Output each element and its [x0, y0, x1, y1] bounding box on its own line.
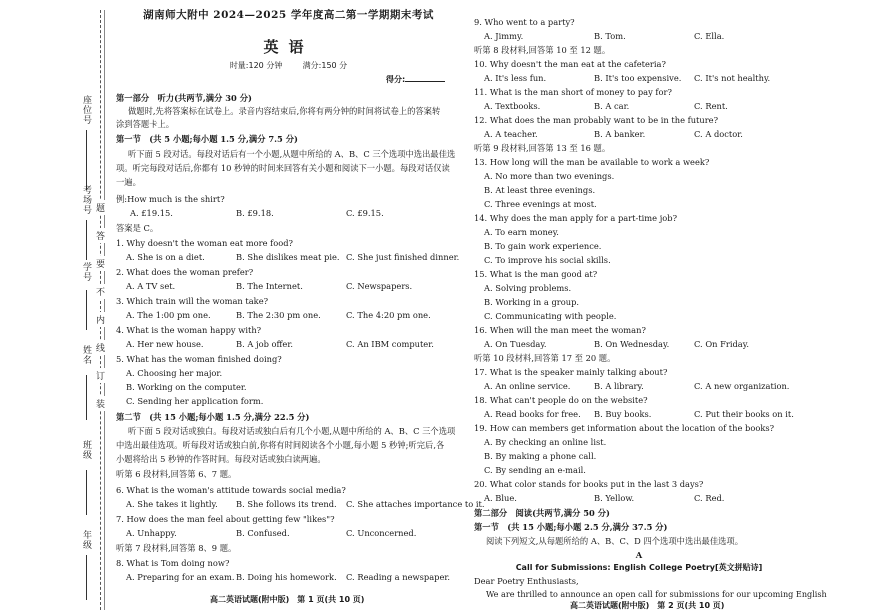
option-c[interactable]: C. Ella.	[694, 31, 725, 41]
option-a[interactable]: A. No more than two evenings.	[484, 171, 615, 181]
binding-solid-line	[104, 10, 105, 610]
passage-greeting: Dear Poetry Enthusiasts,	[474, 576, 579, 586]
question-5: 5. What has the woman finished doing?	[116, 354, 282, 364]
option-c[interactable]: C. It's not healthy.	[694, 73, 771, 83]
option-a[interactable]: A. Choosing her major.	[126, 368, 223, 378]
warn-char: 内	[96, 312, 105, 327]
section1-intro: 项。听完每段对话后,你都有 10 秒钟的时间来回答有关小题和阅读下一小题。每段对话仅读	[116, 163, 450, 173]
question-8: 8. What is Tom doing now?	[116, 558, 230, 568]
page-2-footer: 高二英语试题(附中版) 第 2 页(共 10 页)	[570, 601, 725, 610]
question-14: 14. Why does the man apply for a part-time job?	[474, 213, 678, 223]
question-15: 15. What is the man good at?	[474, 269, 598, 279]
full-score: 满分:150 分	[302, 61, 348, 70]
seat-label: 座位号	[81, 95, 91, 125]
question-2: 2. What does the woman prefer?	[116, 267, 254, 277]
student-no-field[interactable]	[86, 290, 87, 330]
question-4: 4. What is the woman happy with?	[116, 325, 262, 335]
option-b[interactable]: B. The 2:30 pm one.	[236, 310, 321, 320]
material-instruction: 听第 10 段材料,回答第 17 至 20 题。	[474, 353, 616, 363]
question-11: 11. What is the man short of money to pay for?	[474, 87, 672, 97]
option-a[interactable]: A. She is on a diet.	[126, 252, 205, 262]
question-16: 16. When will the man meet the woman?	[474, 325, 646, 335]
option-a[interactable]: A. The 1:00 pm one.	[126, 310, 211, 320]
question-3: 3. Which train will the woman take?	[116, 296, 269, 306]
section1-intro: 一遍。	[116, 177, 141, 187]
option-a[interactable]: A. Jimmy.	[484, 31, 524, 41]
binding-margin	[0, 0, 110, 615]
option-b[interactable]: B. Doing his homework.	[236, 572, 337, 582]
option-a[interactable]: A. By checking an online list.	[484, 437, 607, 447]
option-b[interactable]: B. By making a phone call.	[484, 451, 597, 461]
option-c[interactable]: C. Reading a newspaper.	[346, 572, 451, 582]
passage-letter: A	[635, 550, 643, 560]
page-1-footer: 高二英语试题(附中版) 第 1 页(共 10 页)	[210, 595, 365, 604]
option-a[interactable]: A. Solving problems.	[484, 283, 572, 293]
option-a[interactable]: A. £19.15.	[130, 208, 173, 218]
option-c[interactable]: C. Newspapers.	[346, 281, 413, 291]
question-9: 9. Who went to a party?	[474, 17, 575, 27]
name-field[interactable]	[86, 375, 87, 420]
option-a[interactable]: A. Read books for free.	[484, 409, 581, 419]
warn-char: 要	[96, 256, 105, 271]
section2-title: 第二节 (共 15 小题;每小题 1.5 分,满分 22.5 分)	[116, 412, 310, 422]
option-b[interactable]: B. Yellow.	[594, 493, 635, 503]
option-b[interactable]: B. On Wednesday.	[594, 339, 670, 349]
option-b[interactable]: B. The Internet.	[236, 281, 303, 291]
question-18: 18. What can't people do on the website?	[474, 395, 648, 405]
option-a[interactable]: A. Blue.	[484, 493, 517, 503]
option-b[interactable]: B. At least three evenings.	[484, 185, 596, 195]
question-17: 17. What is the speaker mainly talking about?	[474, 367, 668, 377]
part1-intro: 涂到答题卡上。	[116, 119, 175, 129]
grade-field[interactable]	[86, 555, 87, 600]
part1-intro: 做题时,先将答案标在试卷上。录音内容结束后,你将有两分钟的时间将试卷上的答案转	[128, 106, 441, 116]
score-label: 得分:	[386, 75, 406, 84]
part2-title: 第二部分 阅读(共两节,满分 50 分)	[474, 508, 610, 518]
option-c[interactable]: C. Red.	[694, 493, 725, 503]
warn-char: 线	[96, 340, 105, 355]
question-20: 20. What color stands for books put in the last 3 days?	[474, 479, 704, 489]
material-instruction: 听第 7 段材料,回答第 8、9 题。	[116, 543, 237, 553]
option-a[interactable]: A. Unhappy.	[126, 528, 177, 538]
name-label: 姓名	[81, 345, 91, 365]
warn-char: 订	[96, 368, 105, 383]
time-limit: 时量:120 分钟	[229, 61, 283, 70]
section2-intro: 中选出最佳选项。听每段对话或独白前,你将有时间阅读各个小题,每小题 5 秒钟;听完后,各	[116, 440, 445, 450]
option-b[interactable]: B. Tom.	[594, 31, 626, 41]
warn-char: 不	[96, 284, 105, 299]
option-a[interactable]: A. Textbooks.	[484, 101, 541, 111]
question-1: 1. Why doesn't the woman eat more food?	[116, 238, 293, 248]
question-12: 12. What does the man probably want to be in the future?	[474, 115, 719, 125]
option-a[interactable]: A. She takes it lightly.	[126, 499, 218, 509]
option-c[interactable]: C. To improve his social skills.	[484, 255, 611, 265]
score-field[interactable]	[405, 81, 445, 82]
option-c[interactable]: C. Unconcerned.	[346, 528, 417, 538]
option-a[interactable]: A. On Tuesday.	[484, 339, 547, 349]
option-c[interactable]: C. £9.15.	[346, 208, 384, 218]
question-13: 13. How long will the man be available to work a week?	[474, 157, 710, 167]
option-b[interactable]: B. She follows its trend.	[236, 499, 337, 509]
option-c[interactable]: C. A new organization.	[694, 381, 790, 391]
seat-field[interactable]	[86, 130, 87, 190]
question-7: 7. How does the man feel about getting few "likes"?	[116, 514, 335, 524]
option-b[interactable]: B. She dislikes meat pie.	[236, 252, 340, 262]
exam-title: 湖南师大附中 2024—2025 学年度高二第一学期期末考试	[143, 9, 434, 21]
section2-intro: 听下面 5 段对话或独白。每段对话或独白后有几个小题,从题中所给的 A、B、C 三个选项	[128, 426, 456, 436]
option-c[interactable]: C. A doctor.	[694, 129, 743, 139]
option-c[interactable]: C. On Friday.	[694, 339, 749, 349]
warn-char: 答	[96, 228, 105, 243]
option-a[interactable]: A. Preparing for an exam.	[126, 572, 235, 582]
option-a[interactable]: A. An online service.	[484, 381, 571, 391]
option-c[interactable]: C. Three evenings at most.	[484, 199, 597, 209]
passage-body: We are thrilled to announce an open call for submissions for our upcoming English	[486, 589, 827, 599]
class-field[interactable]	[86, 470, 87, 515]
option-a[interactable]: A. A TV set.	[126, 281, 176, 291]
question-6: 6. What is the woman's attitude towards social media?	[116, 485, 346, 495]
option-a[interactable]: A. To earn money.	[484, 227, 559, 237]
exam-meta	[116, 60, 461, 72]
example-question: 例:How much is the shirt?	[116, 194, 225, 204]
part2-section1-intro: 阅读下列短文,从每题所给的 A、B、C、D 四个选项中选出最佳选项。	[486, 536, 744, 546]
score-box	[386, 74, 445, 86]
option-b[interactable]: B. It's too expensive.	[594, 73, 682, 83]
option-b[interactable]: B. Working on the computer.	[126, 382, 247, 392]
option-c[interactable]: C. By sending an e-mail.	[484, 465, 586, 475]
option-c[interactable]: C. She attaches importance to it.	[346, 499, 485, 509]
exam-no-label: 考场号	[81, 185, 91, 215]
option-a[interactable]: A. A teacher.	[484, 129, 538, 139]
option-b[interactable]: B. Confused.	[236, 528, 290, 538]
section2-intro: 小题将给出 5 秒钟的作答时间。每段对话或独白读两遍。	[116, 454, 326, 464]
warn-char: 题	[96, 200, 105, 215]
option-c[interactable]: C. Sending her application form.	[126, 396, 264, 406]
binding-dashed-line	[100, 10, 101, 610]
option-b[interactable]: B. A job offer.	[236, 339, 294, 349]
option-b[interactable]: B. Working in a group.	[484, 297, 580, 307]
material-instruction: 听第 6 段材料,回答第 6、7 题。	[116, 469, 237, 479]
option-b[interactable]: B. Buy books.	[594, 409, 652, 419]
question-10: 10. Why doesn't the man eat at the cafeteria?	[474, 59, 666, 69]
class-label: 班级	[81, 440, 91, 460]
warn-char: 装	[96, 396, 105, 411]
option-c[interactable]: C. Rent.	[694, 101, 728, 111]
option-b[interactable]: B. £9.18.	[236, 208, 274, 218]
grade-label: 年级	[81, 530, 91, 550]
option-b[interactable]: B. To gain work experience.	[484, 241, 602, 251]
material-instruction: 听第 9 段材料,回答第 13 至 16 题。	[474, 143, 611, 153]
material-instruction: 听第 8 段材料,回答第 10 至 12 题。	[474, 45, 611, 55]
option-c[interactable]: C. Communicating with people.	[484, 311, 617, 321]
option-a[interactable]: A. It's less fun.	[484, 73, 547, 83]
option-b[interactable]: B. A library.	[594, 381, 644, 391]
part1-title: 第一部分 听力(共两节,满分 30 分)	[116, 93, 252, 103]
part2-section1-title: 第一节 (共 15 小题;每小题 2.5 分,满分 37.5 分)	[474, 522, 668, 532]
option-c[interactable]: C. Put their books on it.	[694, 409, 794, 419]
option-b[interactable]: B. A car.	[594, 101, 630, 111]
option-a[interactable]: A. Her new house.	[126, 339, 204, 349]
option-c[interactable]: C. An IBM computer.	[346, 339, 434, 349]
exam-no-field[interactable]	[86, 220, 87, 260]
option-c[interactable]: C. The 4:20 pm one.	[346, 310, 431, 320]
example-answer: 答案是 C。	[116, 223, 159, 233]
section1-title: 第一节 (共 5 小题;每小题 1.5 分,满分 7.5 分)	[116, 134, 298, 144]
passage-title: Call for Submissions: English College Poetry[英文拼贴诗]	[515, 563, 763, 572]
option-b[interactable]: B. A banker.	[594, 129, 646, 139]
question-19: 19. How can members get information about the location of the books?	[474, 423, 775, 433]
student-no-label: 学号	[81, 262, 91, 282]
subject-title: 英语	[263, 38, 314, 56]
option-c[interactable]: C. She just finished dinner.	[346, 252, 460, 262]
section1-intro: 听下面 5 段对话。每段对话后有一个小题,从题中所给的 A、B、C 三个选项中选出最佳选	[128, 149, 456, 159]
